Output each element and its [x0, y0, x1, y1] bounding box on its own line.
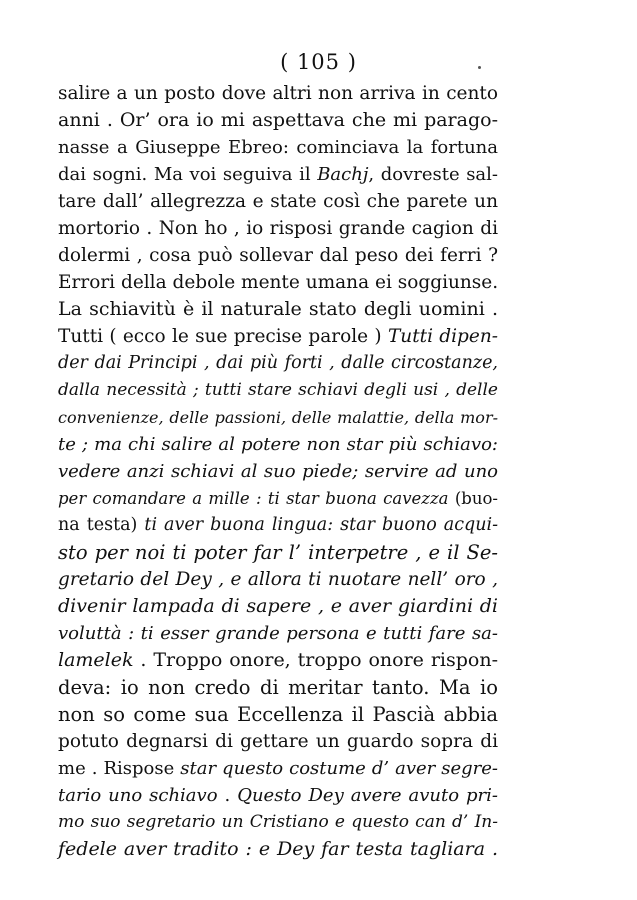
text-line — [58, 80, 498, 107]
italic-text: dalla necessità ; tutti stare schiavi degli usi , delle — [58, 380, 498, 400]
text-line — [58, 539, 498, 566]
text-line — [58, 296, 498, 323]
text-segment: La schiavitù è il naturale stato degli uomini . — [58, 298, 498, 320]
italic-text: divenir lampada di sapere , e aver giardini di — [58, 595, 498, 617]
text-line — [58, 620, 498, 647]
italic-text: Bachj — [317, 164, 369, 185]
text-segment: anni . Or’ ora io mi aspettava che mi parago- — [58, 109, 498, 131]
text-line — [58, 674, 498, 701]
italic-text: sto per noi ti poter far l’ interpetre , e il Se- — [58, 541, 498, 564]
text-segment: . — [217, 785, 238, 806]
italic-text: ti aver buona lingua: star buono acqui- — [144, 515, 498, 535]
text-segment: dolermi , cosa può sollevar dal peso dei ferri ? — [58, 245, 498, 266]
text-line — [58, 269, 498, 296]
text-line — [58, 593, 498, 620]
text-line — [58, 404, 498, 431]
italic-text: te ; ma chi salire al potere non star più schiavo: — [58, 434, 498, 455]
text-line — [58, 107, 498, 134]
italic-text: der dai Principi , dai più forti , dalle circostanze, — [58, 353, 498, 373]
text-line — [58, 647, 498, 674]
text-line — [58, 701, 498, 728]
italic-text: gretario del Dey , e allora ti nuotare nell’ oro , — [58, 569, 498, 590]
italic-text: fedele aver tradito : e Dey far testa tagliara . — [58, 838, 498, 860]
text-line — [58, 512, 498, 539]
italic-text: Tutti dipen- — [387, 326, 499, 347]
text-line — [58, 809, 498, 836]
text-segment: . Troppo onore, troppo onore rispon- — [133, 649, 498, 671]
text-line — [58, 323, 498, 350]
italic-text: tario uno schiavo — [58, 785, 218, 806]
text-segment: Tutti ( ecco le sue precise parole ) — [58, 326, 388, 347]
text-line — [58, 134, 498, 161]
text-segment: (buo- — [448, 489, 498, 508]
text-segment: deva: io non credo di meritar tanto. Ma io — [58, 676, 498, 699]
text-segment: non so come sua Eccellenza il Pascià abbia — [58, 703, 498, 726]
text-segment: dai sogni. Ma voi seguiva il — [58, 164, 318, 185]
text-line — [58, 350, 498, 377]
italic-text: per comandare a mille : ti star buona cavezza — [58, 489, 449, 508]
text-line — [58, 782, 498, 809]
text-segment: , dovreste sal- — [368, 164, 498, 185]
text-segment: mortorio . Non ho , io risposi grande cagion di — [58, 218, 498, 239]
ink-speck — [478, 66, 481, 69]
text-line — [58, 566, 498, 593]
text-line — [58, 728, 498, 755]
text-line — [58, 755, 498, 782]
text-line — [58, 188, 498, 215]
text-line — [58, 431, 498, 458]
text-segment: tare dall’ allegrezza e state così che parete un — [58, 191, 498, 212]
text-line — [58, 215, 498, 242]
italic-text: mo suo segretario un Cristiano e questo can d’ In- — [58, 812, 498, 832]
text-segment: Errori della debole mente umana ei soggiunse. — [58, 272, 499, 293]
text-segment: na testa) — [58, 515, 145, 535]
italic-text: lamelek — [58, 649, 134, 671]
page-number: ( 105 ) — [280, 50, 357, 74]
text-segment: me . Rispose — [58, 758, 181, 779]
text-segment: salire a un posto dove altri non arriva in cento — [58, 83, 498, 104]
text-line — [58, 242, 498, 269]
text-segment: potuto degnarsi di gettare un guardo sopra di — [58, 731, 498, 752]
text-line — [58, 161, 498, 188]
text-line — [58, 485, 498, 512]
italic-text: Questo Dey avere avuto pri- — [237, 785, 498, 806]
text-line — [58, 377, 498, 404]
body-text — [58, 80, 498, 863]
italic-text: star questo costume d’ aver segre- — [180, 758, 498, 779]
italic-text: voluttà : ti esser grande persona e tutti fare sa- — [58, 623, 498, 644]
italic-text: convenienze, delle passioni, delle malattie, della mor- — [58, 408, 498, 427]
text-line — [58, 836, 498, 863]
italic-text: vedere anzi schiavi al suo piede; servire ad uno — [58, 461, 498, 482]
text-line — [58, 458, 498, 485]
text-segment: nasse a Giuseppe Ebreo: cominciava la fortuna — [58, 137, 498, 158]
